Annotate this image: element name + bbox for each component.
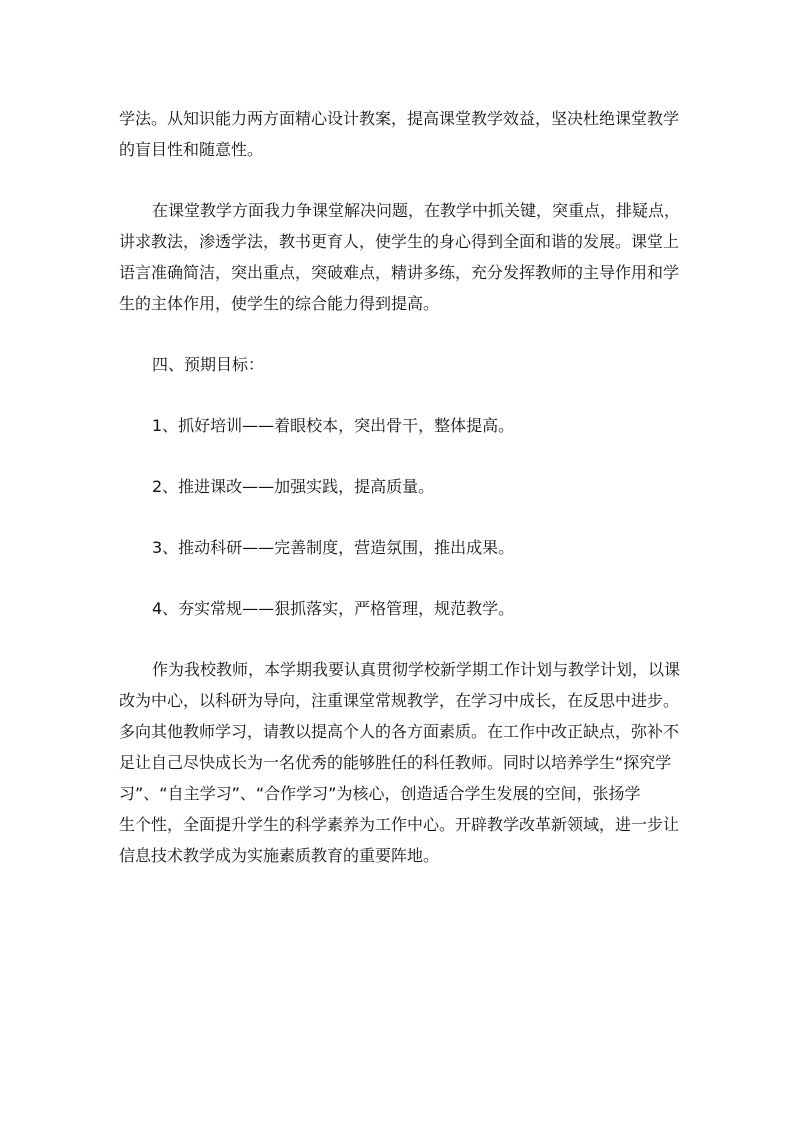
list-item: 3、推动科研——完善制度，营造氛围，推出成果。: [152, 538, 515, 557]
text-line: 生的主体作用，使学生的综合能力得到提高。: [119, 294, 440, 313]
text-line: 改为中心，以科研为导向，注重课堂常规教学，在学习中成长，在反思中进步。: [119, 691, 680, 710]
goal-item-4: [119, 593, 685, 624]
list-item: 1、抓好培训——着眼校本，突出骨干，整体提高。: [152, 416, 515, 435]
text-line: 讲求教法，渗透学法，教书更育人，使学生的身心得到全面和谐的发展。课堂上: [119, 232, 680, 251]
text-line: 的盲目性和随意性。: [119, 140, 264, 159]
goal-item-3: [119, 532, 685, 563]
paragraph-teaching-method-conclusion: [119, 103, 685, 165]
text-line: 在课堂教学方面我力争课堂解决问题，在教学中抓关键，突重点，排疑点，: [152, 201, 681, 220]
document-body: [119, 103, 685, 871]
section-heading: 四、预期目标：: [152, 355, 265, 374]
text-line: 信息技术教学成为实施素质教育的重要阵地。: [119, 846, 440, 865]
text-line: 语言准确简洁，突出重点，突破难点，精讲多练，充分发挥教师的主导作用和学: [119, 263, 680, 282]
text-line: 足让自己尽快成长为一名优秀的能够胜任的科任教师。同时以培养学生“探究学: [119, 753, 672, 772]
list-item: 4、夯实常规——狠抓落实，严格管理，规范教学。: [152, 599, 515, 618]
section-heading-expected-goals: [119, 349, 685, 380]
text-line: 学法。从知识能力两方面精心设计教案，提高课堂教学效益，坚决杜绝课堂教学: [119, 109, 680, 128]
text-line: 多向其他教师学习，请教以提高个人的各方面素质。在工作中改正缺点，弥补不: [119, 722, 680, 741]
text-line: 生个性，全面提升学生的科学素养为工作中心。开辟教学改革新领域，进一步让: [119, 815, 680, 834]
list-item: 2、推进课改——加强实践，提高质量。: [152, 477, 435, 496]
goal-item-1: [119, 410, 685, 441]
text-line: 作为我校教师，本学期我要认真贯彻学校新学期工作计划与教学计划，以课: [152, 660, 681, 679]
goal-item-2: [119, 471, 685, 502]
paragraph-classroom-teaching: [119, 195, 685, 319]
text-line: 习”、“自主学习”、“合作学习”为核心，创造适合学生发展的空间，张扬学: [119, 784, 641, 803]
paragraph-teacher-plan: [119, 654, 685, 871]
